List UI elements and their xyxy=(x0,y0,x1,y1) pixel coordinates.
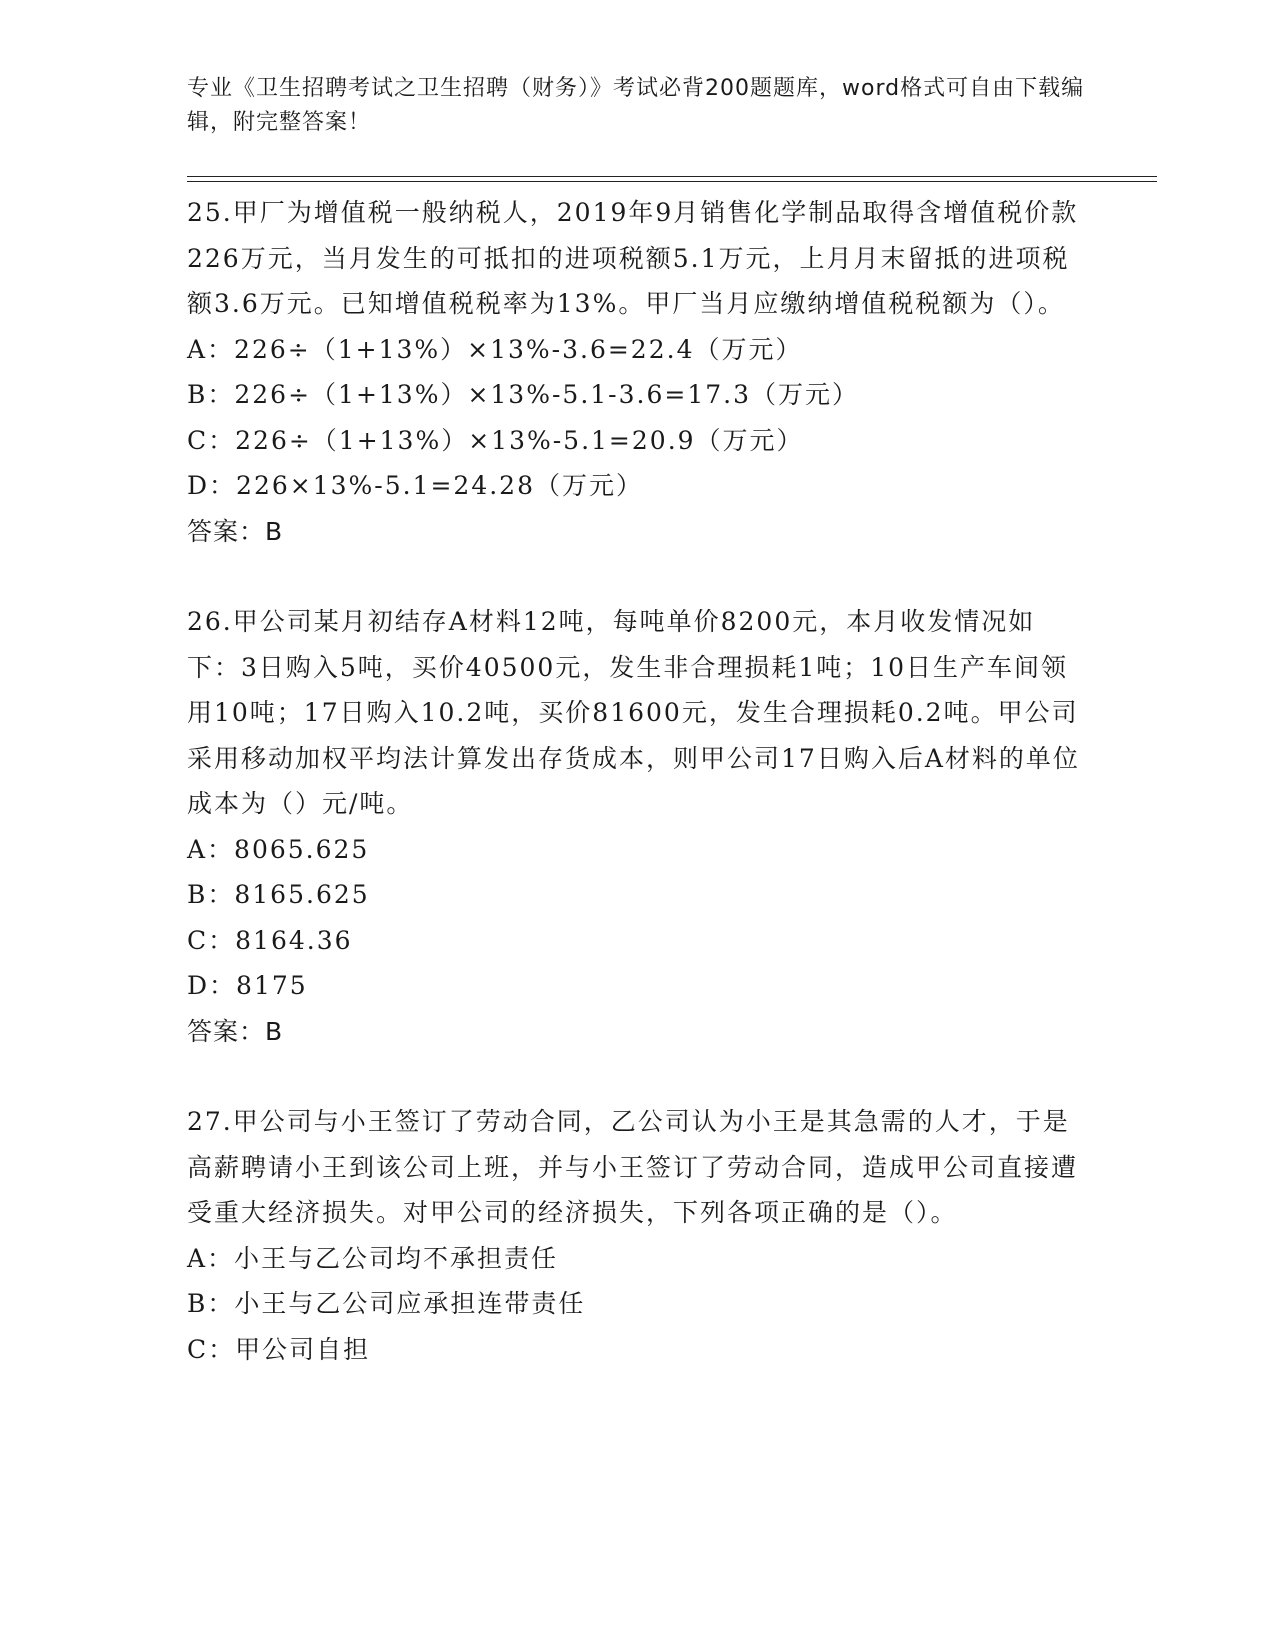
option-c: C：甲公司自担 xyxy=(187,1334,371,1364)
question-text: 26.甲公司某月初结存A材料12吨，每吨单价8200元，本月收发情况如下：3日购入5吨，买价40500元，发生非合理损耗1吨；10日生产车间领用10吨；17日购入10.2吨，买价81600元，发生合理损耗0.2吨。甲公司采用移动加权平均法计算发出存货成本，则甲公司17日购入后A材料的单位成本为（）元/吨。 xyxy=(187,607,1080,818)
option-b: B：8165.625 xyxy=(187,880,370,909)
option-c: C：226÷（1+13%）×13%-5.1=20.9（万元） xyxy=(187,425,804,455)
option-d: D：226×13%-5.1=24.28（万元） xyxy=(187,471,643,500)
option-b: B：小王与乙公司应承担连带责任 xyxy=(187,1289,586,1318)
header-divider-line xyxy=(187,176,1157,177)
question-text: 27.甲公司与小王签订了劳动合同，乙公司认为小王是其急需的人才，于是高薪聘请小王到该公司上班，并与小王签订了劳动合同，造成甲公司直接遭受重大经济损失。对甲公司的经济损失，下列各项正确的是（）。 xyxy=(187,1107,1079,1227)
option-b: B：226÷（1+13%）×13%-5.1-3.6=17.3（万元） xyxy=(187,380,859,409)
option-a: A：226÷（1+13%）×13%-3.6=22.4（万元） xyxy=(187,334,803,364)
header-divider-line-double xyxy=(187,181,1157,182)
question-text: 25.甲厂为增值税一般纳税人，2019年9月销售化学制品取得含增值税价款226万元，当月发生的可抵扣的进项税额5.1万元，上月月末留抵的进项税额3.6万元。已知增值税税率为13%。甲厂当月应缴纳增值税税额为（）。 xyxy=(187,198,1079,318)
question-25 xyxy=(187,190,1087,554)
option-d: D：8175 xyxy=(187,971,308,1000)
option-c: C：8164.36 xyxy=(187,925,353,955)
question-27 xyxy=(187,1099,1087,1372)
document-header: 专业《卫生招聘考试之卫生招聘（财务）》考试必背200题题库，word格式可自由下载编辑，附完整答案！ xyxy=(187,76,1085,135)
question-list xyxy=(187,190,1087,1417)
answer-line: 答案：B xyxy=(187,516,284,546)
answer-line: 答案：B xyxy=(187,1016,284,1046)
option-a: A：8065.625 xyxy=(187,834,370,864)
option-a: A：小王与乙公司均不承担责任 xyxy=(187,1243,559,1273)
question-26 xyxy=(187,599,1087,1054)
